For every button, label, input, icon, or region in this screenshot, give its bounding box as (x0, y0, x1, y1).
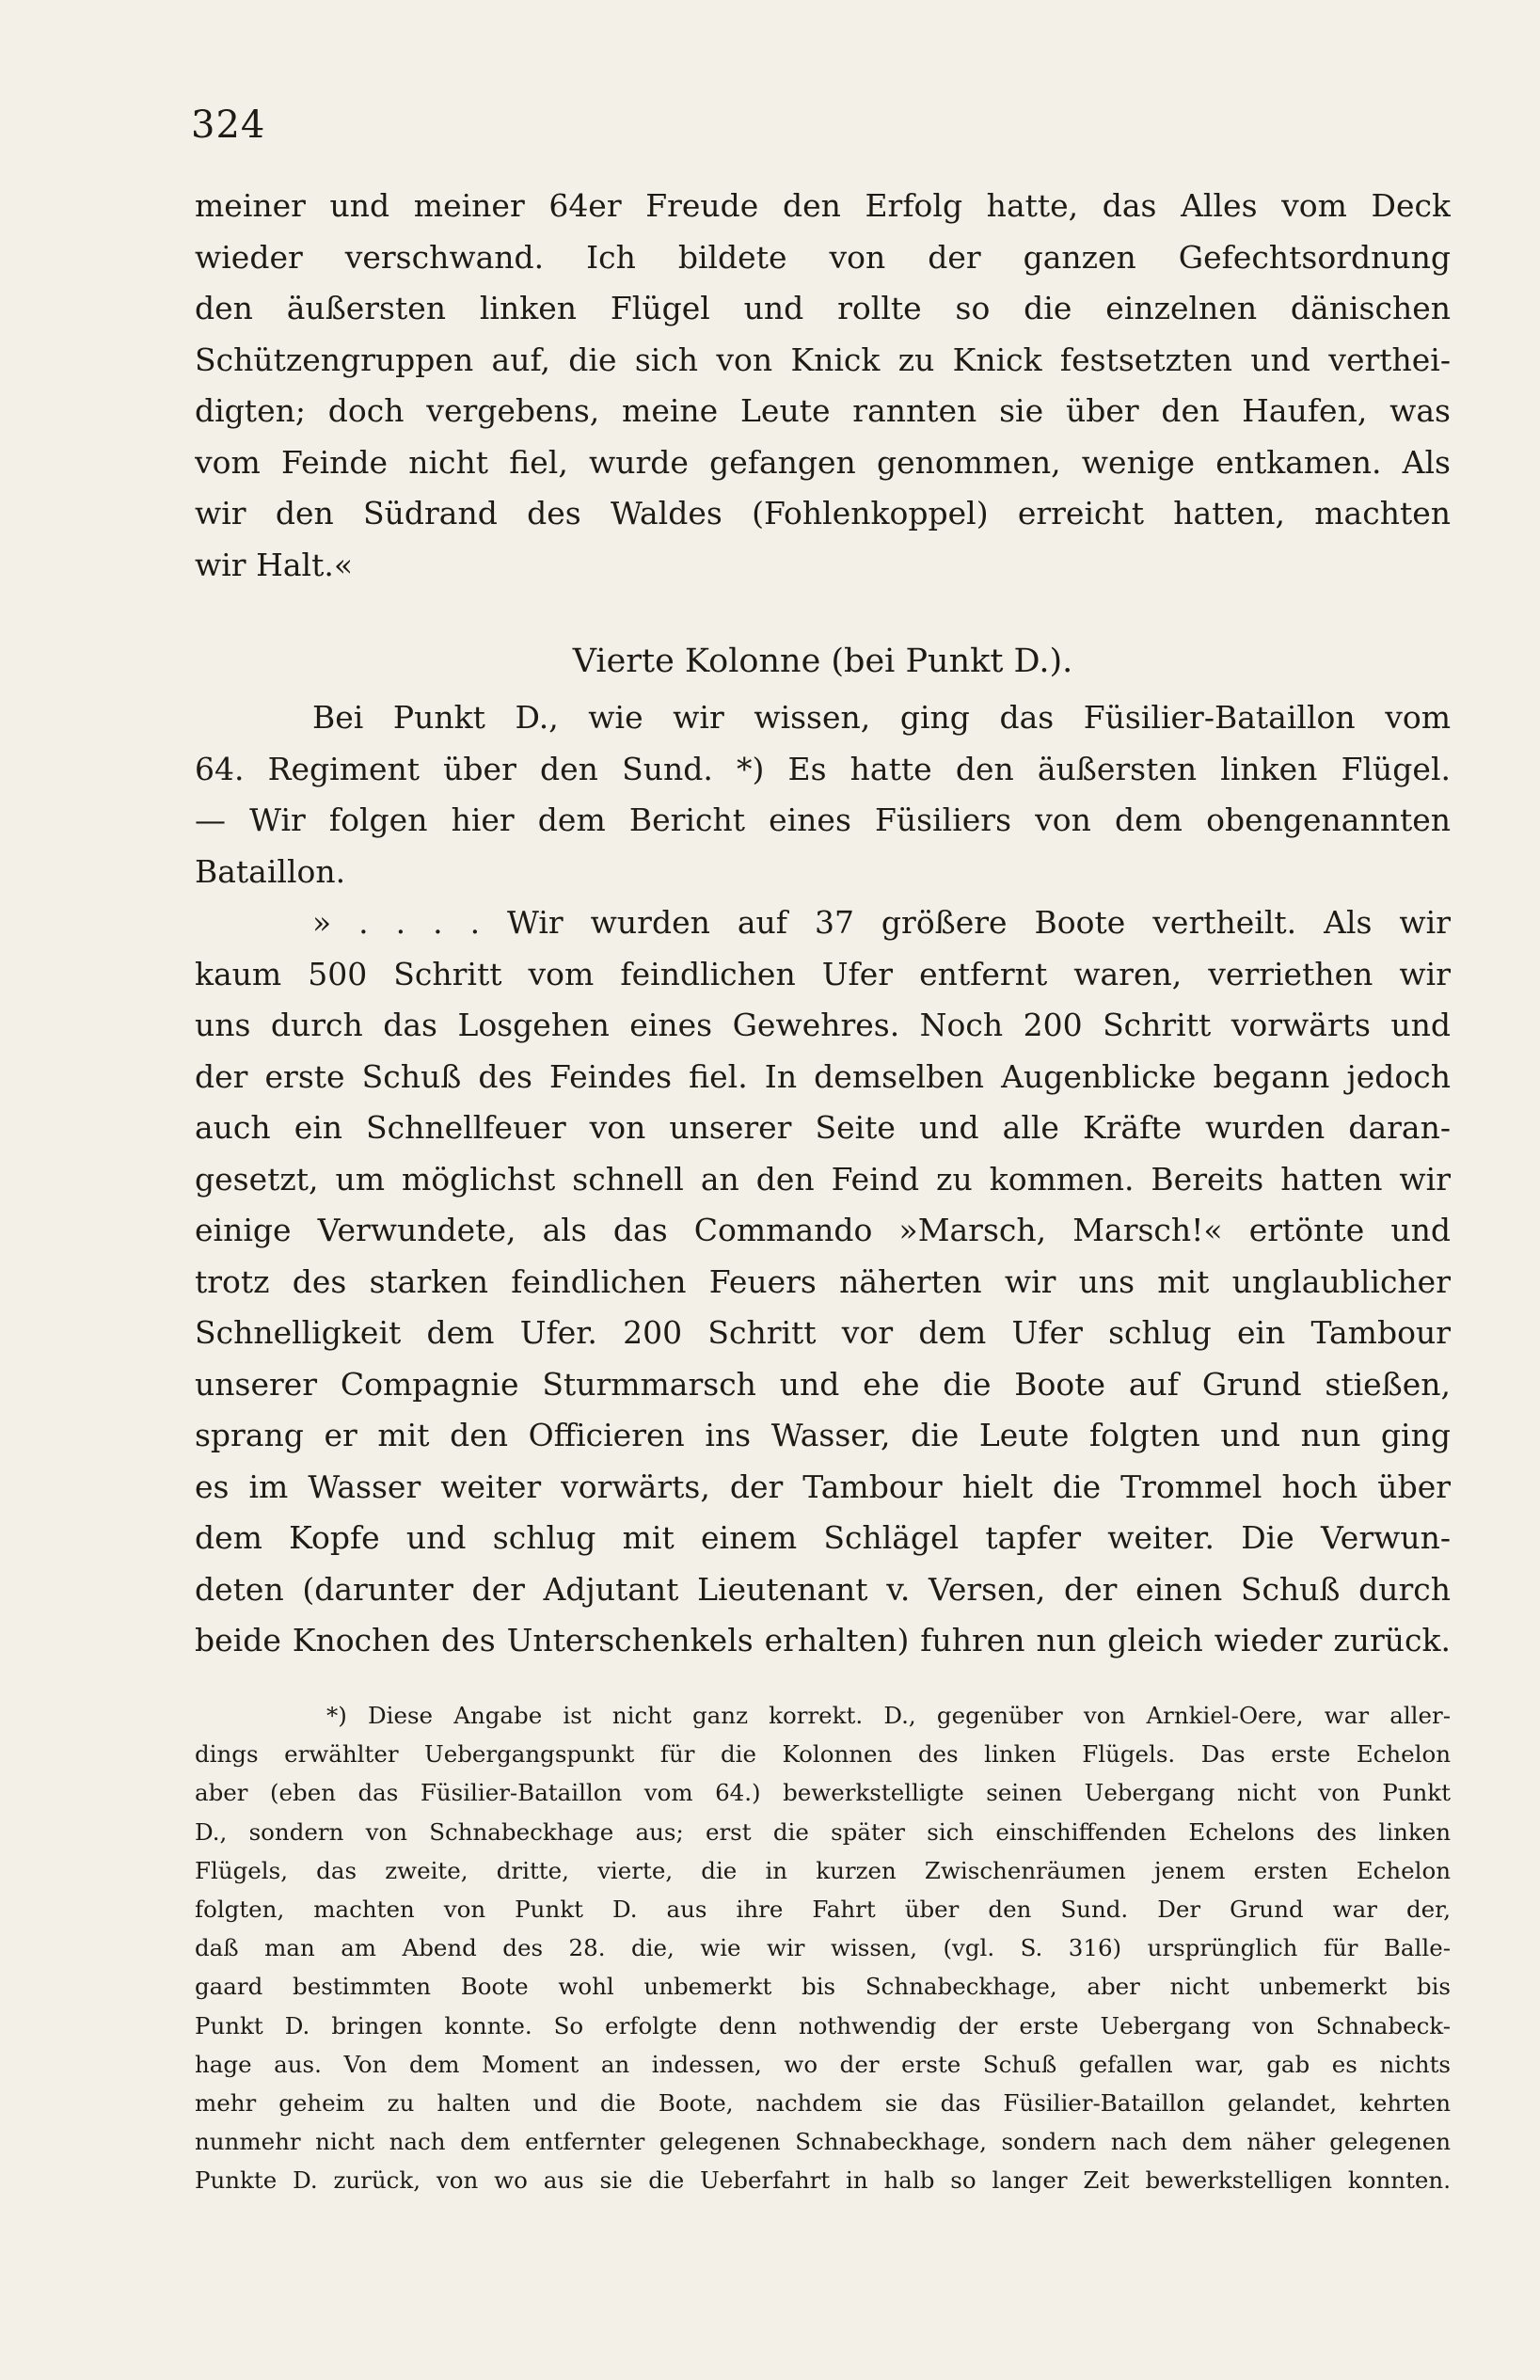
text-line: meiner und meiner 64er Freude den Erfolg hatte, das Alles vom Deck (195, 187, 1451, 224)
text-line: vom Feinde nicht fiel, wurde gefangen genommen, wenige entkamen. Als (195, 443, 1451, 481)
text-line: wir Halt.« (195, 546, 354, 583)
text-line: beide Knochen des Unterschenkels erhalten) fuhren nun gleich wieder zurück. (195, 1622, 1451, 1658)
section-heading: Vierte Kolonne (bei Punkt D.). (572, 643, 1073, 680)
text-line: Bataillon. (195, 852, 346, 890)
text-line: kaum 500 Schritt vom feindlichen Ufer entfernt waren, verriethen wir (195, 955, 1451, 992)
text-line: deten (darunter der Adjutant Lieutenant v. Versen, der einen Schuß durch (195, 1570, 1451, 1608)
text-line: unserer Compagnie Sturmmarsch und ehe die Boote auf Grund stießen, (195, 1365, 1451, 1403)
footnote-line: nunmehr nicht nach dem entfernter gelegenen Schnabeckhage, sondern nach dem näher gelegenen (195, 2128, 1451, 2156)
top-paragraph (195, 181, 1451, 591)
text-line: sprang er mit den Officieren ins Wasser, die Leute folgten und nun ging (195, 1417, 1451, 1453)
footnote-line: daß man am Abend des 28. die, wie wir wissen, (vgl. S. 316) ursprünglich für Balle- (195, 1934, 1451, 1962)
text-line: auch ein Schnellfeuer von unserer Seite und alle Kräfte wurden daran- (195, 1109, 1451, 1146)
footnote (195, 1696, 1451, 2199)
section-body (195, 692, 1451, 1667)
text-line: der erste Schuß des Feindes fiel. In demselben Augenblicke begann jedoch (195, 1057, 1451, 1095)
footnote-line: gaard bestimmten Boote wohl unbemerkt bis Schnabeckhage, aber nicht unbemerkt bis (195, 1973, 1451, 2001)
footnote-line: folgten, machten von Punkt D. aus ihre Fahrt über den Sund. Der Grund war der, (195, 1895, 1451, 1923)
text-line: trotz des starken feindlichen Feuers näherten wir uns mit unglaublicher (195, 1262, 1451, 1300)
text-line: digten; doch vergebens, meine Leute rannten sie über den Haufen, was (195, 392, 1451, 429)
text-line: dem Kopfe und schlug mit einem Schlägel tapfer weiter. Die Verwun- (195, 1519, 1451, 1556)
footnote-line: Punkte D. zurück, von wo aus sie die Ueberfahrt in halb so langer Zeit bewerkstelligen konnten. (195, 2166, 1451, 2195)
text-line: Schützengruppen auf, die sich von Knick zu Knick festsetzten und verthei- (195, 341, 1451, 378)
footnote-line: Flügels, das zweite, dritte, vierte, die in kurzen Zwischenräumen jenem ersten Echelon (195, 1856, 1451, 1884)
text-line: Schnelligkeit dem Ufer. 200 Schritt vor dem Ufer schlug ein Tambour (195, 1314, 1451, 1351)
text-line: es im Wasser weiter vorwärts, der Tambour hielt die Trommel hoch über (195, 1468, 1451, 1505)
text-line: — Wir folgen hier dem Bericht eines Füsiliers von dem obengenannten (195, 801, 1451, 838)
footnote-line: dings erwählter Uebergangspunkt für die Kolonnen des linken Flügels. Das erste Echelon (195, 1740, 1451, 1769)
page-number: 324 (191, 103, 266, 147)
text-line: 64. Regiment über den Sund. *) Es hatte den äußersten linken Flügel. (195, 750, 1451, 787)
footnote-line: Punkt D. bringen konnte. So erfolgte denn nothwendig der erste Uebergang von Schnabeck- (195, 2011, 1451, 2039)
footnote-line: hage aus. Von dem Moment an indessen, wo der erste Schuß gefallen war, gab es nichts (195, 2050, 1451, 2078)
text-line: gesetzt, um möglichst schnell an den Feind zu kommen. Bereits hatten wir (195, 1160, 1451, 1198)
text-line: wir den Südrand des Waldes (Fohlenkoppel) erreicht hatten, machten (195, 495, 1451, 532)
text-line: uns durch das Losgehen eines Gewehres. Noch 200 Schritt vorwärts und (195, 1007, 1451, 1043)
footnote-line: *) Diese Angabe ist nicht ganz korrekt. D., gegenüber von Arnkiel-Oere, war aller- (326, 1702, 1451, 1729)
text-line: den äußersten linken Flügel und rollte so die einzelnen dänischen (195, 290, 1451, 326)
footnote-line: D., sondern von Schnabeckhage aus; erst die später sich einschiffenden Echelons des linken (195, 1817, 1451, 1846)
text-line: einige Verwundete, als das Commando »Marsch, Marsch!« ertönte und (195, 1212, 1451, 1248)
text-line: wieder verschwand. Ich bildete von der ganzen Gefechtsordnung (195, 238, 1451, 276)
text-line: » . . . . Wir wurden auf 37 größere Boote vertheilt. Als wir (312, 904, 1451, 941)
text-line: Bei Punkt D., wie wir wissen, ging das Füsilier-Bataillon vom (312, 699, 1451, 736)
footnote-line: mehr geheim zu halten und die Boote, nachdem sie das Füsilier-Bataillon gelandet, kehrten (195, 2088, 1451, 2117)
footnote-line: aber (eben das Füsilier-Bataillon vom 64.) bewerkstelligte seinen Uebergang nicht von Punkt (195, 1779, 1451, 1807)
